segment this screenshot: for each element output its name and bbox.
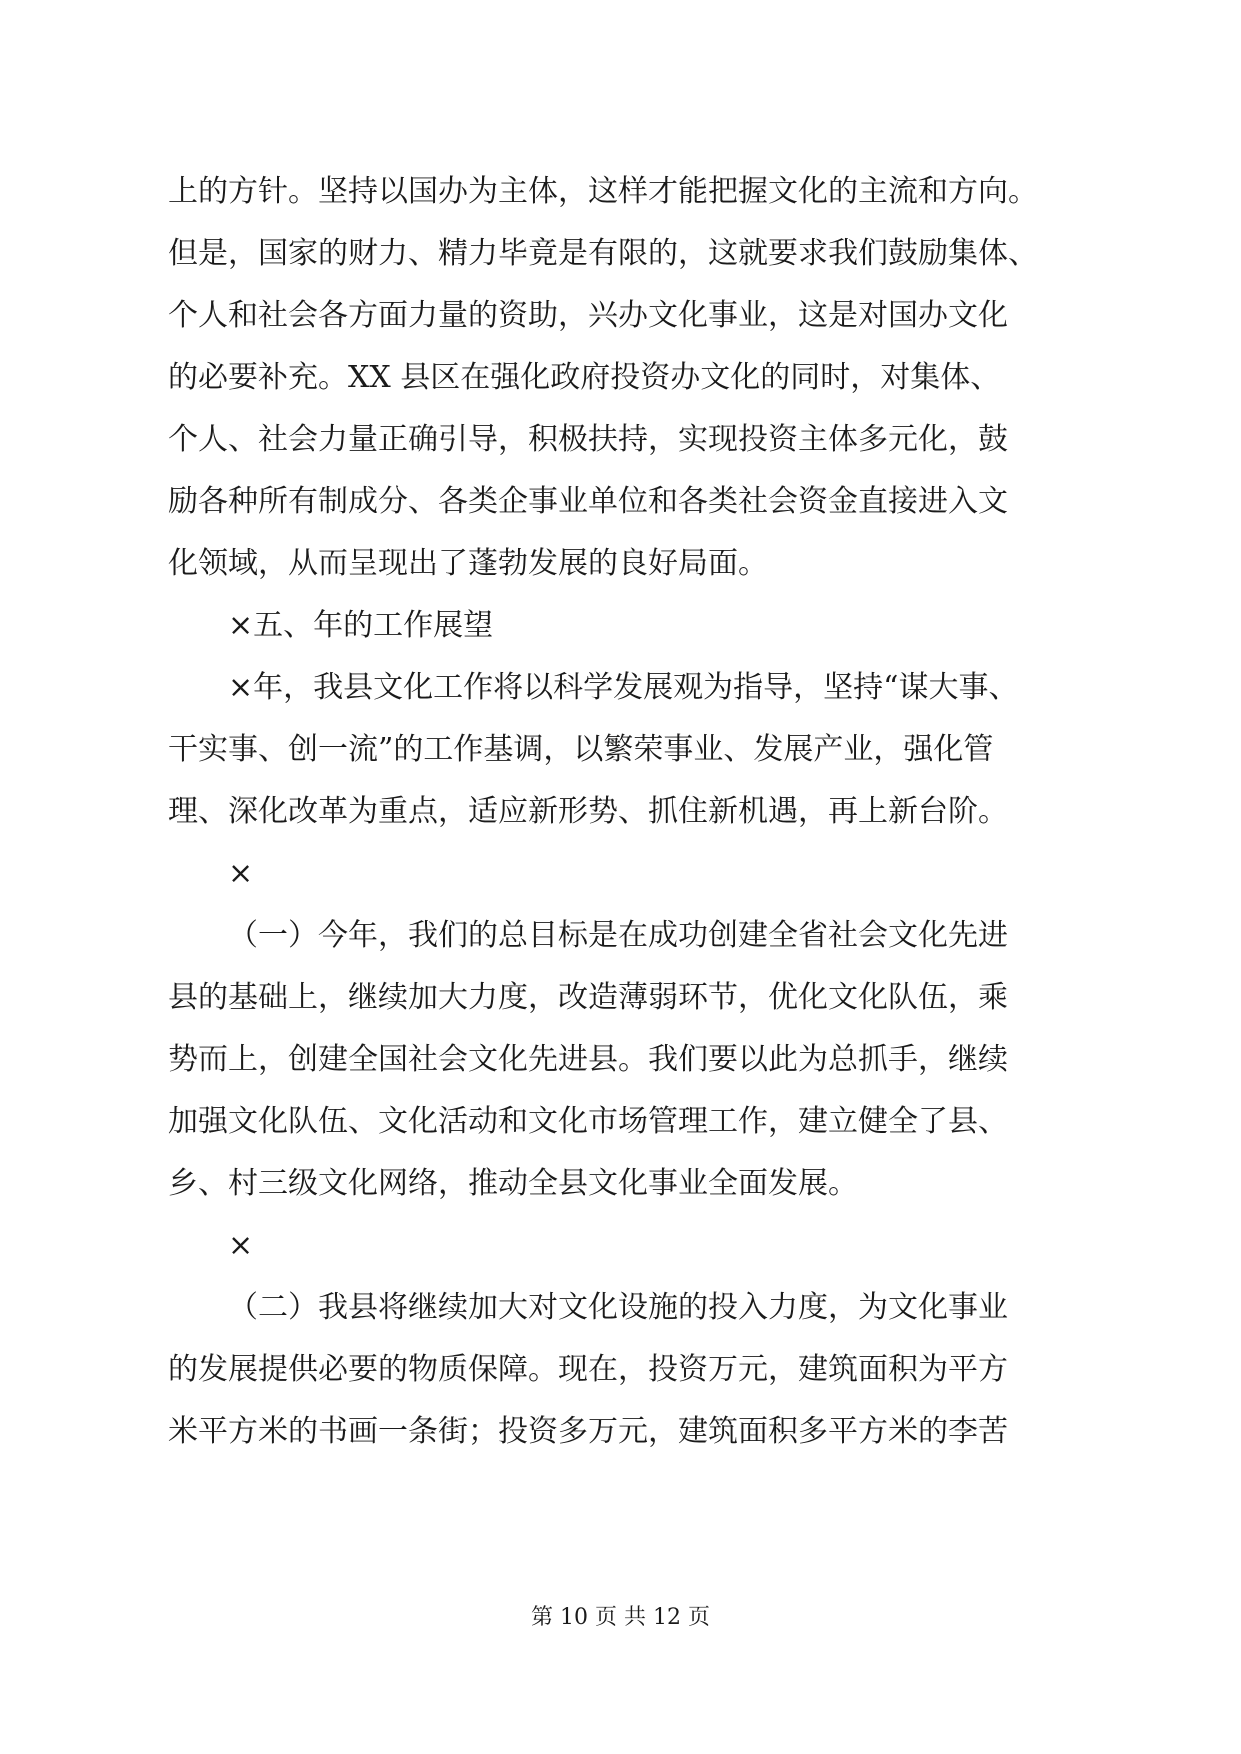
text-line: 化领域，从而呈现出了蓬勃发展的良好局面。: [168, 546, 768, 581]
text-line: 励各种所有制成分、各类企事业单位和各类社会资金直接进入文: [168, 484, 1008, 519]
text-line: 乡、村三级文化网络，推动全县文化事业全面发展。: [168, 1166, 858, 1201]
text-line: （一）今年，我们的总目标是在成功创建全省社会文化先进: [228, 918, 1008, 953]
text-line: 的必要补充。XX 县区在强化政府投资办文化的同时，对集体、: [168, 360, 1001, 395]
text-line: 米平方米的书画一条街；投资多万元，建筑面积多平方米的李苦: [168, 1414, 1008, 1449]
text-line: 理、深化改革为重点，适应新形势、抓住新机遇，再上新台阶。: [168, 794, 1008, 829]
text-line: 个人、社会力量正确引导，积极扶持，实现投资主体多元化，鼓: [168, 422, 1008, 457]
text-line: 加强文化队伍、文化活动和文化市场管理工作，建立健全了县、: [168, 1104, 1008, 1139]
text-line: ×: [228, 856, 254, 891]
text-line: 势而上，创建全国社会文化先进县。我们要以此为总抓手，继续: [168, 1042, 1008, 1077]
section-heading: ×五、年的工作展望: [228, 608, 494, 643]
text-line: ×年，我县文化工作将以科学发展观为指导，坚持“谋大事、: [228, 670, 1019, 705]
text-line: 但是，国家的财力、精力毕竟是有限的，这就要求我们鼓励集体、: [168, 236, 1038, 271]
text-line: 干实事、创一流”的工作基调，以繁荣事业、发展产业，强化管: [168, 732, 994, 767]
page-footer: 第 10 页 共 12 页: [531, 1605, 710, 1630]
text-line: 县的基础上，继续加大力度，改造薄弱环节，优化文化队伍，乘: [168, 980, 1008, 1015]
text-line: 上的方针。坚持以国办为主体，这样才能把握文化的主流和方向。: [168, 174, 1038, 209]
text-line: （二）我县将继续加大对文化设施的投入力度，为文化事业: [228, 1290, 1008, 1325]
text-line: 的发展提供必要的物质保障。现在，投资万元，建筑面积为平方: [168, 1352, 1008, 1387]
text-line: 个人和社会各方面力量的资助，兴办文化事业，这是对国办文化: [168, 298, 1008, 333]
text-line: ×: [228, 1228, 254, 1263]
